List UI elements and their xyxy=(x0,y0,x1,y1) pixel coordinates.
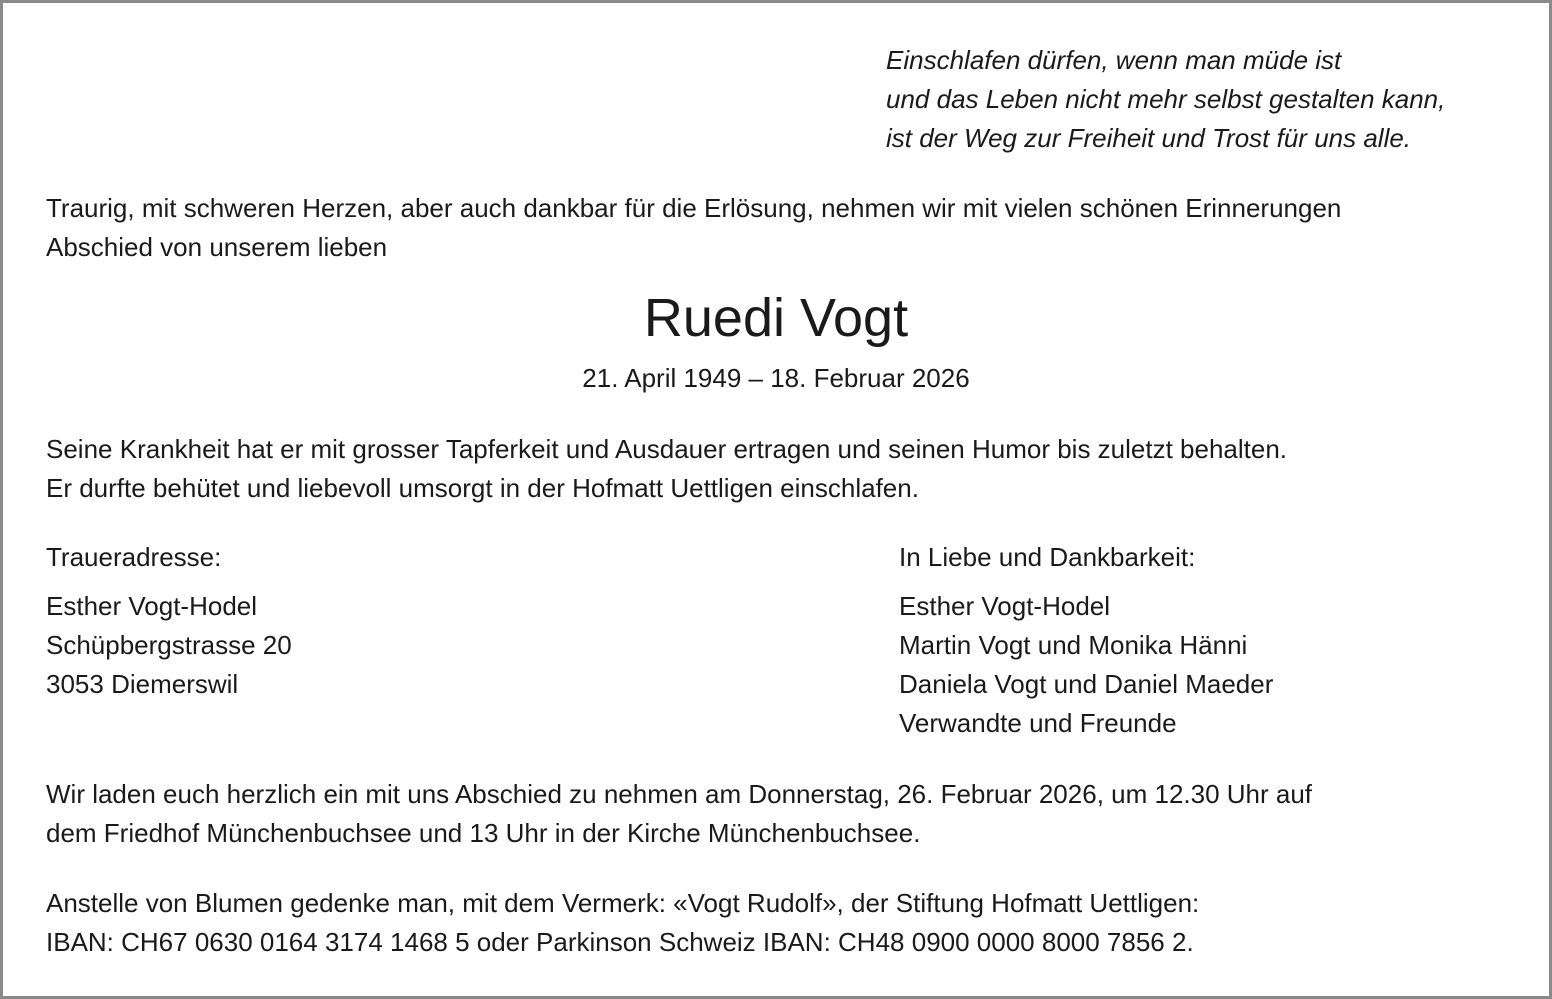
mourner-name: Verwandte und Freunde xyxy=(899,708,1177,738)
address-line: Esther Vogt-Hodel xyxy=(46,591,258,621)
tribute-line: Er durfte behütet und liebevoll umsorgt in der Hofmatt Uettligen einschlafen. xyxy=(46,473,919,503)
ceremony-line: Wir laden euch herzlich ein mit uns Abschied zu nehmen am Donnerstag, 26. Februar 2026, um 12.30 Uhr auf xyxy=(46,779,1313,809)
mourner-name: Daniela Vogt und Daniel Maeder xyxy=(899,669,1274,699)
donation-iban-line: IBAN: CH67 0630 0164 3174 1468 5 oder Parkinson Schweiz IBAN: CH48 0900 0000 8000 7856 2. xyxy=(46,927,1194,957)
deceased-name: Ruedi Vogt xyxy=(643,288,909,348)
address-line: Schüpbergstrasse 20 xyxy=(46,630,292,660)
mourners-heading: In Liebe und Dankbarkeit: xyxy=(899,542,1196,572)
quote-line: und das Leben nicht mehr selbst gestalten kann, xyxy=(886,84,1446,114)
address-line: 3053 Diemerswil xyxy=(46,669,239,699)
ceremony-line: dem Friedhof Münchenbuchsee und 13 Uhr in der Kirche Münchenbuchsee. xyxy=(46,818,921,848)
intro-line: Traurig, mit schweren Herzen, aber auch dankbar für die Erlösung, nehmen wir mit vielen schönen Erinnerungen xyxy=(46,193,1342,223)
mourner-name: Martin Vogt und Monika Hänni xyxy=(899,630,1248,660)
quote-line: Einschlafen dürfen, wenn man müde ist xyxy=(886,45,1342,75)
quote-line: ist der Weg zur Freiheit und Trost für uns alle. xyxy=(886,123,1412,153)
intro-line: Abschied von unserem lieben xyxy=(46,232,388,262)
mourner-name: Esther Vogt-Hodel xyxy=(899,591,1111,621)
donation-line: Anstelle von Blumen gedenke man, mit dem Vermerk: «Vogt Rudolf», der Stiftung Hofmatt Uettligen: xyxy=(46,888,1200,918)
life-dates: 21. April 1949 – 18. Februar 2026 xyxy=(582,363,970,393)
address-heading: Traueradresse: xyxy=(46,542,222,572)
tribute-line: Seine Krankheit hat er mit grosser Tapferkeit und Ausdauer ertragen und seinen Humor bis zuletzt behalten. xyxy=(46,434,1288,464)
